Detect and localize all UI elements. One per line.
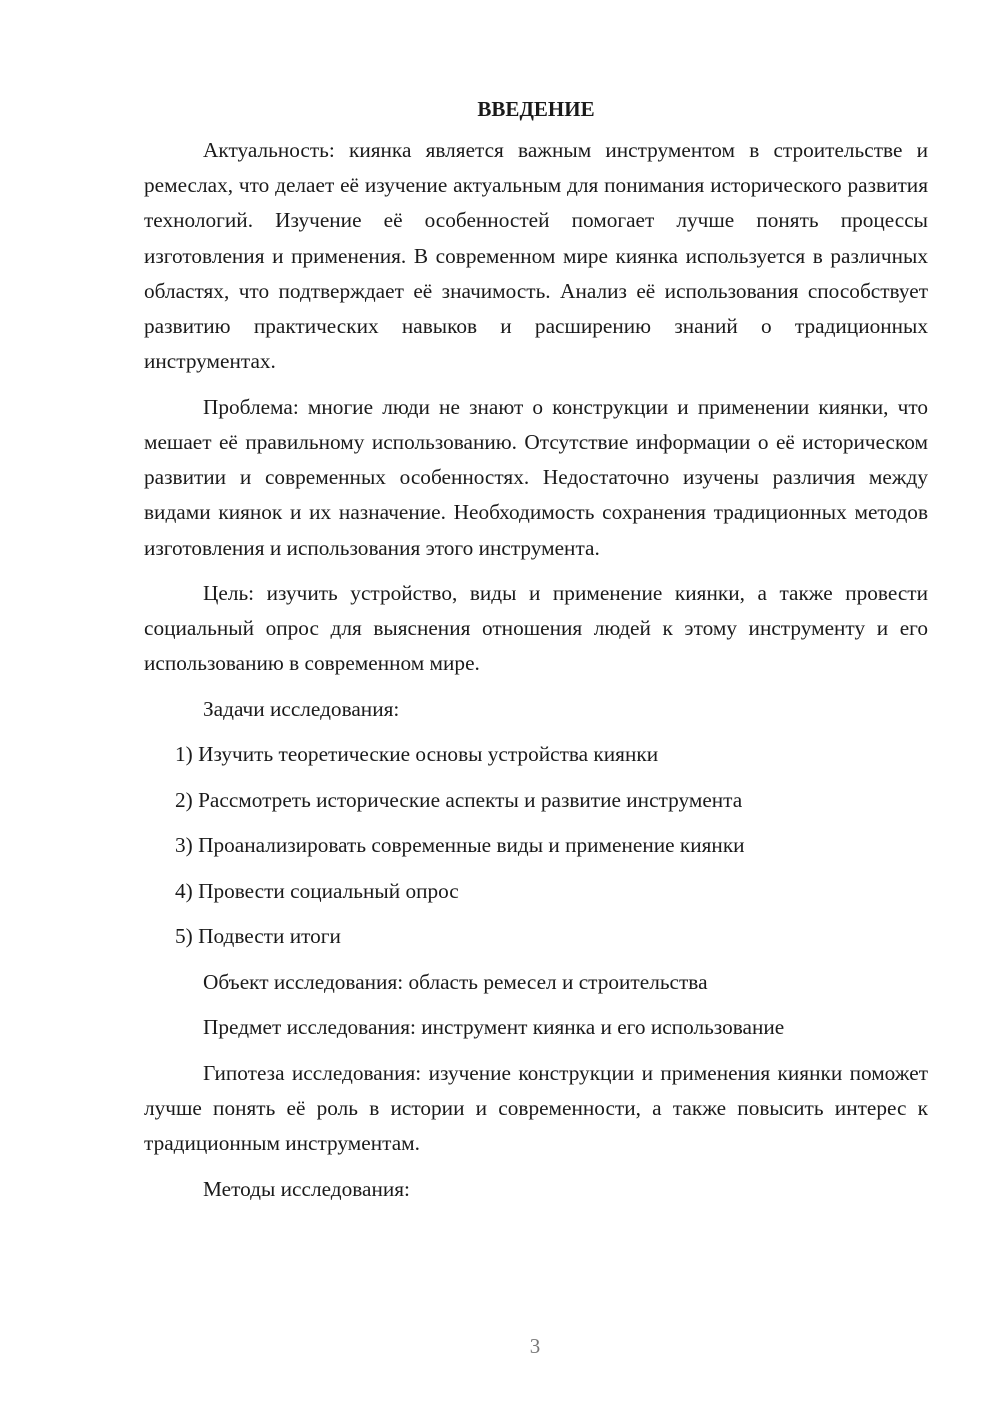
list-item: 5) Подвести итоги — [175, 924, 341, 949]
problem-paragraph: Проблема: многие люди не знают о конструкции и применении киянки, что мешает её правильному использованию. Отсутствие информации о её историческом развитии и современных особенностях. Недостаточно изучены различия между видами киянок и их назначение. Необходимость сохранения традиционных методов изготовления и использования этого инструмента. — [144, 394, 928, 560]
object-line: Объект исследования: область ремесел и строительства — [203, 969, 708, 994]
list-item: 3) Проанализировать современные виды и применение киянки — [175, 833, 745, 858]
document-page — [144, 92, 928, 1217]
goal-paragraph: Цель: изучить устройство, виды и применение киянки, а также провести социальный опрос для выяснения отношения людей к этому инструменту и его использованию в современном мире. — [144, 581, 928, 676]
subject-line: Предмет исследования: инструмент киянка и его использование — [203, 1015, 785, 1040]
list-item: 1) Изучить теоретические основы устройства киянки — [175, 742, 659, 767]
methods-heading: Методы исследования: — [203, 1176, 410, 1201]
hypothesis-paragraph: Гипотеза исследования: изучение конструкции и применения киянки поможет лучше понять её роль в истории и современности, а также повысить интерес к традиционным инструментам. — [144, 1060, 928, 1156]
page-title: ВВЕДЕНИЕ — [477, 97, 595, 121]
relevance-paragraph: Актуальность: киянка является важным инструментом в строительстве и ремеслах, что делает её изучение актуальным для понимания исторического развития технологий. Изучение её особенностей помогает лучше понять процессы изготовления и применения. В современном мире киянка используется в различных областях, что подтверждает её значимость. Анализ её использования способствует развитию практических навыков и расширению знаний о традиционных инструментах. — [144, 138, 928, 374]
list-item: 2) Рассмотреть исторические аспекты и развитие инструмента — [175, 787, 743, 812]
page-number: 3 — [529, 1334, 541, 1358]
tasks-list — [144, 737, 928, 954]
tasks-heading: Задачи исследования: — [203, 696, 400, 721]
list-item: 4) Провести социальный опрос — [175, 878, 459, 903]
